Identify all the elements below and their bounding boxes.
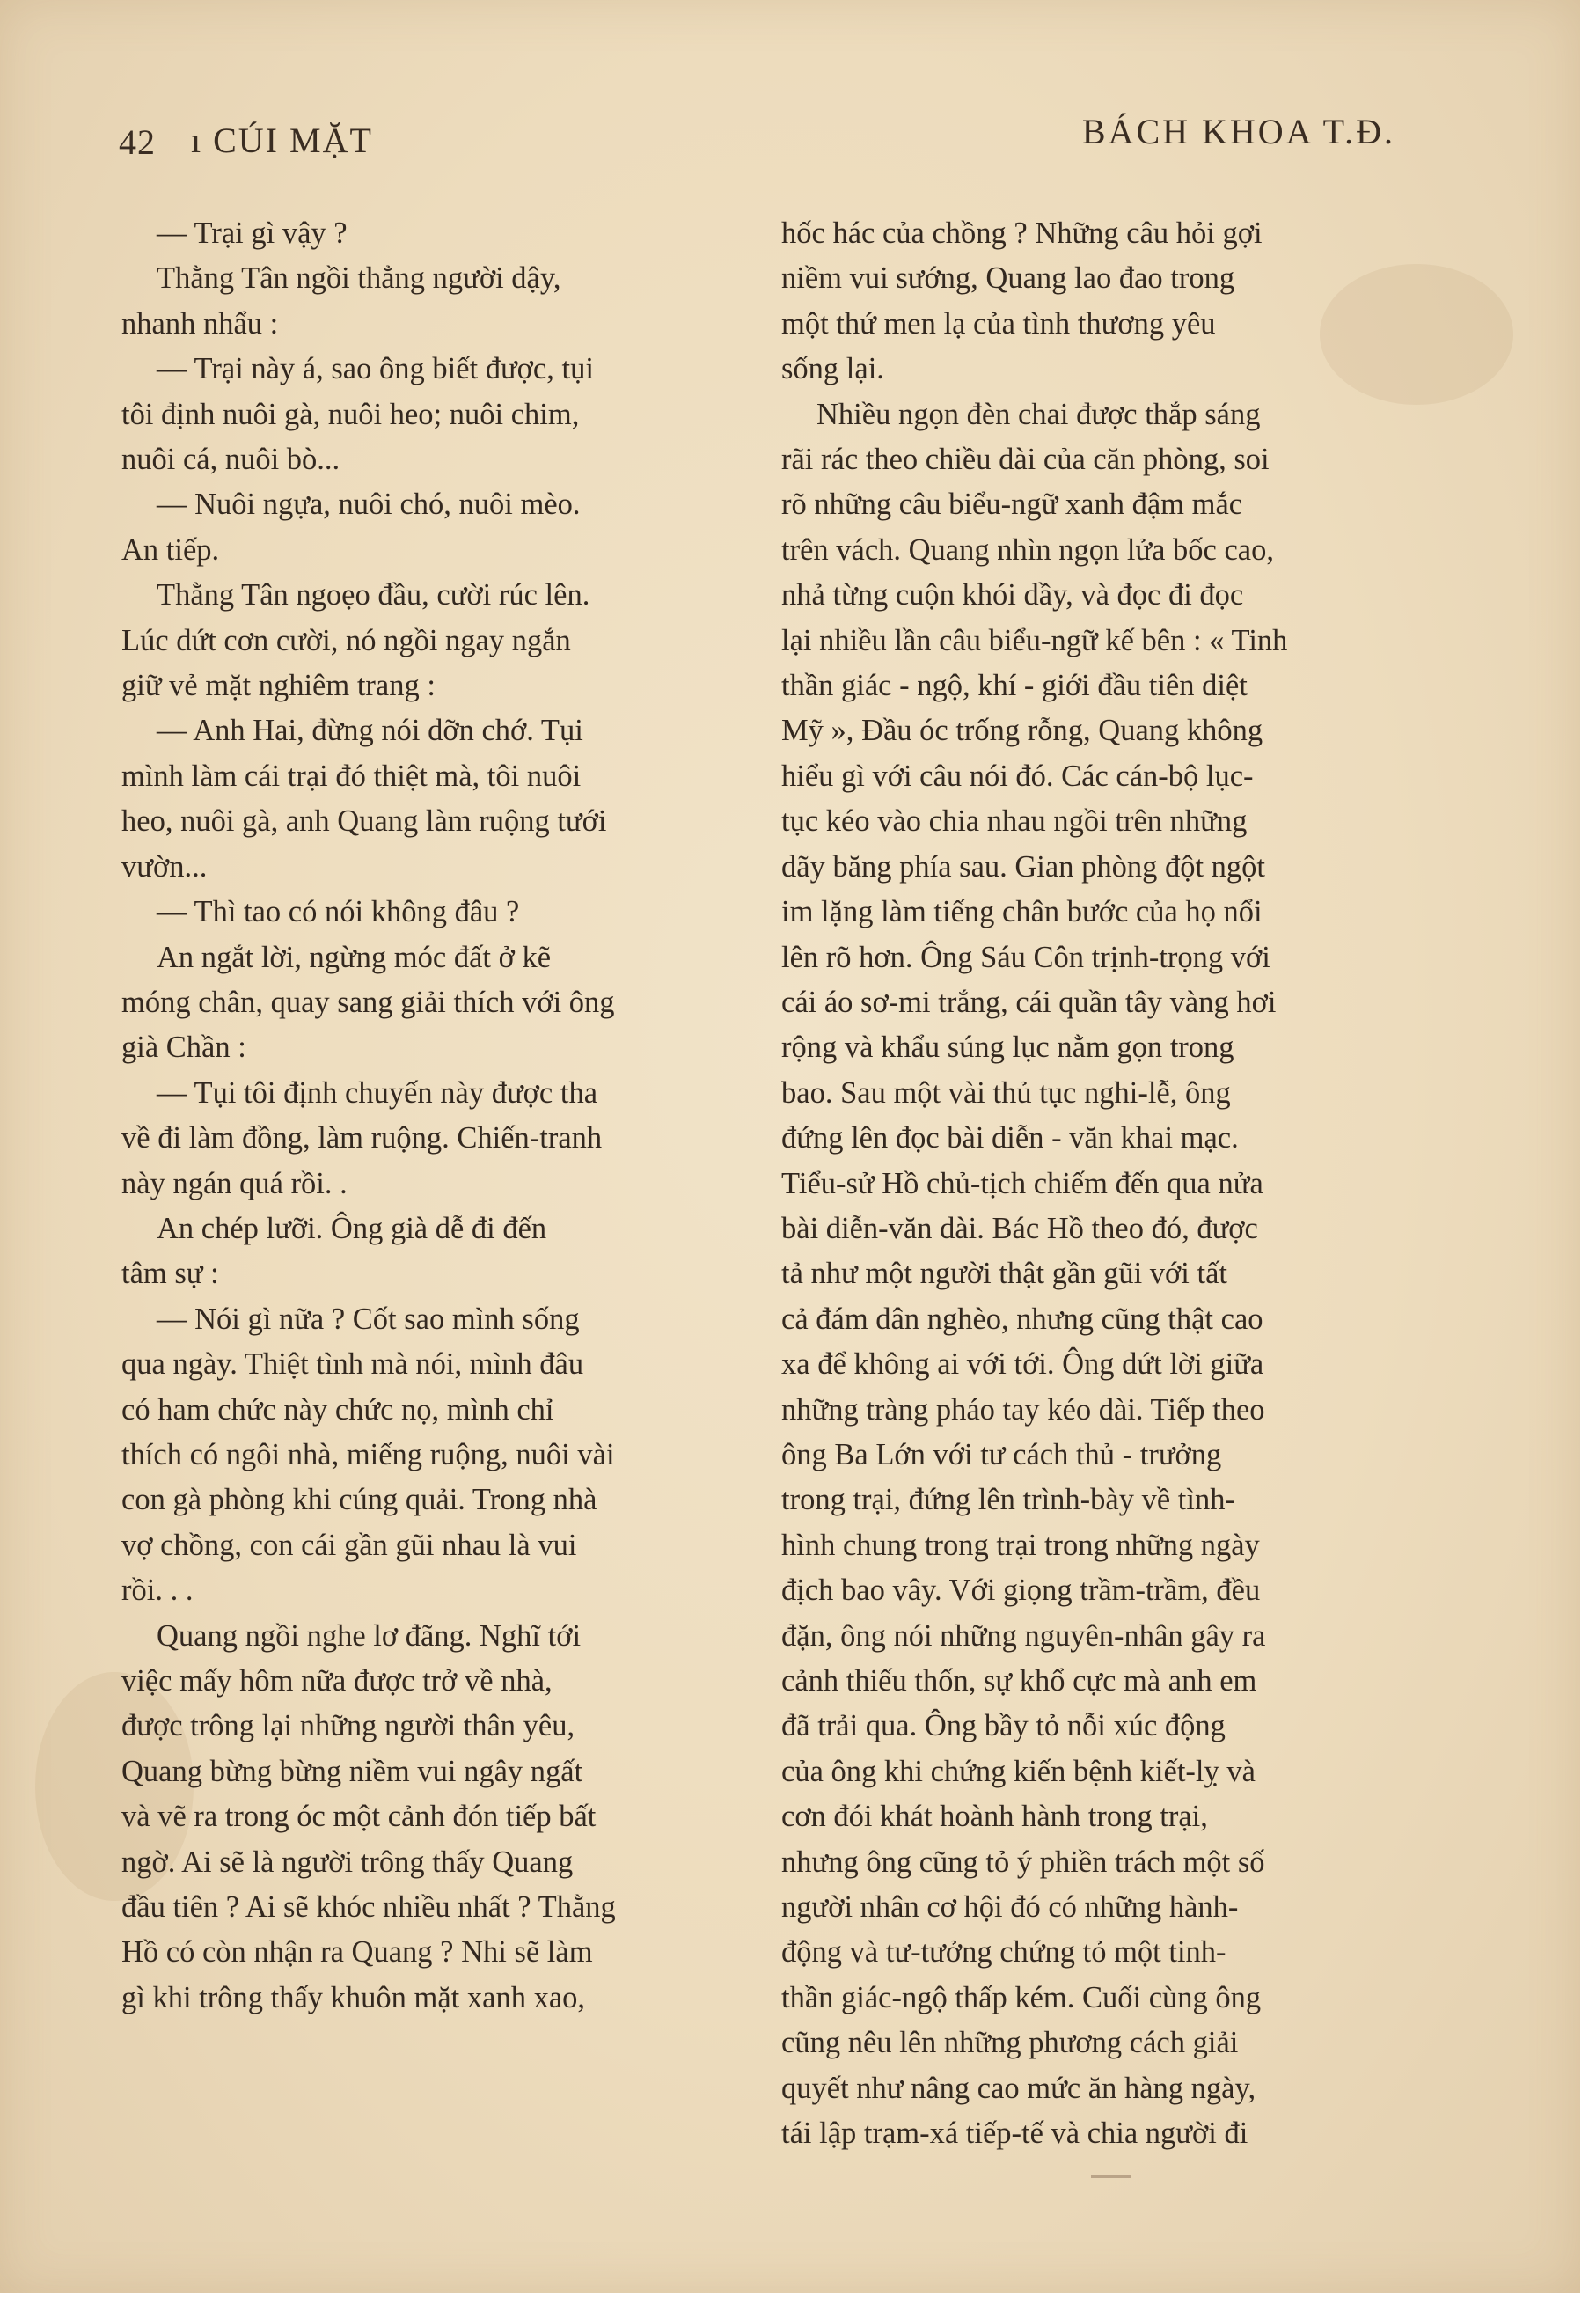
text-line: gì khi trông thấy khuôn mặt xanh xao, bbox=[121, 1980, 586, 2014]
text-line: ông Ba Lớn với tư cách thủ - trưởng bbox=[781, 1437, 1222, 1471]
text-line: An ngắt lời, ngừng móc đất ở kẽ bbox=[157, 940, 552, 974]
text-line: heo, nuôi gà, anh Quang làm ruộng tưới bbox=[121, 804, 607, 839]
text-line: giữ vẻ mặt nghiêm trang : bbox=[121, 669, 436, 703]
text-line: — Trại gì vậy ? bbox=[157, 216, 348, 250]
text-line: hiểu gì với câu nói đó. Các cán-bộ lục- bbox=[781, 759, 1254, 793]
page-number: 42 bbox=[119, 122, 156, 162]
text-line: trong trại, đứng lên trình-bày về tình- bbox=[781, 1483, 1235, 1517]
text-line: tôi định nuôi gà, nuôi heo; nuôi chim, bbox=[121, 397, 580, 431]
text-line: Thằng Tân ngồi thẳng người dậy, bbox=[157, 261, 561, 296]
text-line: — Nói gì nữa ? Cốt sao mình sống bbox=[157, 1302, 580, 1336]
text-line: — Thì tao có nói không đâu ? bbox=[157, 895, 520, 929]
text-line: nhanh nhẩu : bbox=[121, 306, 279, 341]
text-line: về đi làm đồng, làm ruộng. Chiến-tranh bbox=[121, 1121, 603, 1156]
text-line: trên vách. Quang nhìn ngọn lửa bốc cao, bbox=[781, 532, 1274, 567]
text-line: bao. Sau một vài thủ tục nghi-lễ, ông bbox=[781, 1075, 1231, 1110]
text-line: đứng lên đọc bài diễn - văn khai mạc. bbox=[781, 1121, 1239, 1156]
text-line: tả như một người thật gần gũi với tất bbox=[781, 1257, 1227, 1291]
text-line: được trông lại những người thân yêu, bbox=[121, 1709, 575, 1743]
text-line: niềm vui sướng, Quang lao đao trong bbox=[781, 261, 1235, 296]
text-line: cái áo sơ-mi trắng, cái quần tây vàng hơi bbox=[781, 985, 1277, 1019]
text-line: nuôi cá, nuôi bò... bbox=[121, 443, 340, 477]
text-line: có ham chức này chức nọ, mình chỉ bbox=[121, 1392, 554, 1427]
text-line: Lúc dứt cơn cười, nó ngồi ngay ngắn bbox=[121, 623, 571, 657]
text-line: thần giác-ngộ thấp kém. Cuối cùng ông bbox=[781, 1980, 1262, 2014]
page-header bbox=[119, 113, 1395, 165]
text-line: hốc hác của chồng ? Những câu hỏi gợi bbox=[781, 216, 1263, 250]
text-line: đã trải qua. Ông bầy tỏ nỗi xúc động bbox=[781, 1709, 1226, 1743]
text-line: im lặng làm tiếng chân bước của họ nổi bbox=[781, 895, 1263, 929]
text-line: An tiếp. bbox=[121, 532, 220, 567]
text-line: nhưng ông cũng tỏ ý phiền trách một số bbox=[781, 1845, 1265, 1879]
text-line: sống lại. bbox=[781, 352, 884, 386]
text-line: Mỹ », Đầu óc trống rỗng, Quang không bbox=[781, 714, 1263, 748]
text-line: tâm sự : bbox=[121, 1257, 219, 1291]
text-line: xa để không ai với tới. Ông dứt lời giữa bbox=[781, 1347, 1264, 1382]
text-line: cảnh thiếu thốn, sự khổ cực mà anh em bbox=[781, 1664, 1257, 1698]
text-line: Hồ có còn nhận ra Quang ? Nhi sẽ làm bbox=[121, 1935, 593, 1970]
text-line: quyết như nâng cao mức ăn hàng ngày, bbox=[781, 2071, 1256, 2105]
text-line: An chép lưỡi. Ông già dễ đi đến bbox=[157, 1211, 547, 1245]
text-line: ngờ. Ai sẽ là người trông thấy Quang bbox=[121, 1845, 574, 1879]
text-line: đặn, ông nói những nguyên-nhân gây ra bbox=[781, 1618, 1266, 1653]
page-mark bbox=[1091, 2175, 1131, 2178]
text-line: hình chung trong trại trong những ngày bbox=[781, 1528, 1260, 1562]
text-line: của ông khi chứng kiến bệnh kiết-lỵ và bbox=[781, 1754, 1256, 1788]
text-line: dãy băng phía sau. Gian phòng đột ngột bbox=[781, 849, 1265, 884]
text-line: Nhiều ngọn đèn chai được thắp sáng bbox=[816, 397, 1261, 431]
text-line: Quang bừng bừng niềm vui ngây ngất bbox=[121, 1754, 583, 1788]
text-line: lên rõ hơn. Ông Sáu Côn trịnh-trọng với bbox=[781, 940, 1270, 974]
text-line: cơn đói khát hoành hành trong trại, bbox=[781, 1800, 1208, 1834]
text-line: việc mấy hôm nữa được trở về nhà, bbox=[121, 1664, 553, 1698]
text-line: vườn... bbox=[121, 849, 208, 884]
text-line: một thứ men lạ của tình thương yêu bbox=[781, 306, 1216, 341]
text-line: vợ chồng, con cái gần gũi nhau là vui bbox=[121, 1528, 577, 1562]
text-line: động và tư-tưởng chứng tỏ một tinh- bbox=[781, 1935, 1226, 1970]
text-line: nhả từng cuộn khói dầy, và đọc đi đọc bbox=[781, 578, 1244, 613]
running-title-right: BÁCH KHOA T.Đ. bbox=[1081, 112, 1395, 151]
text-line: tục kéo vào chia nhau ngồi trên những bbox=[781, 804, 1248, 839]
text-line: cũng nêu lên những phương cách giải bbox=[781, 2026, 1239, 2060]
text-line: Quang ngồi nghe lơ đãng. Nghĩ tới bbox=[157, 1618, 582, 1653]
text-line: — Nuôi ngựa, nuôi chó, nuôi mèo. bbox=[157, 488, 581, 522]
text-line: và vẽ ra trong óc một cảnh đón tiếp bất bbox=[121, 1800, 597, 1834]
text-line: thần giác - ngộ, khí - giới đầu tiên diệt bbox=[781, 669, 1248, 703]
text-line: lại nhiều lần câu biểu-ngữ kế bên : « Tinh bbox=[781, 623, 1288, 657]
text-line: rộng và khẩu súng lục nằm gọn trong bbox=[781, 1031, 1234, 1065]
text-line: — Trại này á, sao ông biết được, tụi bbox=[157, 352, 594, 386]
running-title-left: ı CÚI MẶT bbox=[191, 121, 373, 160]
text-line: cả đám dân nghèo, nhưng cũng thật cao bbox=[781, 1302, 1263, 1336]
text-line: thích có ngôi nhà, miếng ruộng, nuôi vài bbox=[121, 1437, 615, 1471]
text-line: địch bao vây. Với giọng trầm-trầm, đều bbox=[781, 1574, 1261, 1608]
text-line: già Chần : bbox=[121, 1031, 246, 1065]
left-text-column bbox=[121, 211, 757, 2021]
right-text-column bbox=[781, 211, 1408, 2156]
text-line: người nhân cơ hội đó có những hành- bbox=[781, 1890, 1239, 1925]
text-line: — Tụi tôi định chuyến này được tha bbox=[157, 1075, 598, 1110]
text-line: những tràng pháo tay kéo dài. Tiếp theo bbox=[781, 1392, 1265, 1427]
text-line: này ngán quá rồi. . bbox=[121, 1166, 348, 1200]
text-line: — Anh Hai, đừng nói dỡn chớ. Tụi bbox=[157, 714, 583, 748]
text-line: đầu tiên ? Ai sẽ khóc nhiều nhất ? Thằng bbox=[121, 1890, 616, 1925]
text-line: rồi. . . bbox=[121, 1574, 194, 1608]
text-line: bài diễn-văn dài. Bác Hồ theo đó, được bbox=[781, 1211, 1258, 1245]
text-line: qua ngày. Thiệt tình mà nói, mình đâu bbox=[121, 1347, 584, 1382]
text-line: rõ những câu biểu-ngữ xanh đậm mắc bbox=[781, 488, 1243, 522]
text-line: Tiểu-sử Hồ chủ-tịch chiếm đến qua nửa bbox=[781, 1166, 1263, 1200]
text-line: Thằng Tân ngoẹo đầu, cười rúc lên. bbox=[157, 578, 590, 613]
text-line: con gà phòng khi cúng quải. Trong nhà bbox=[121, 1483, 597, 1517]
text-line: tái lập trạm-xá tiếp-tế và chia người đi bbox=[781, 2117, 1248, 2151]
text-line: mình làm cái trại đó thiệt mà, tôi nuôi bbox=[121, 759, 582, 793]
text-line: móng chân, quay sang giải thích với ông bbox=[121, 985, 615, 1019]
text-line: rãi rác theo chiều dài của căn phòng, soi bbox=[781, 443, 1270, 477]
